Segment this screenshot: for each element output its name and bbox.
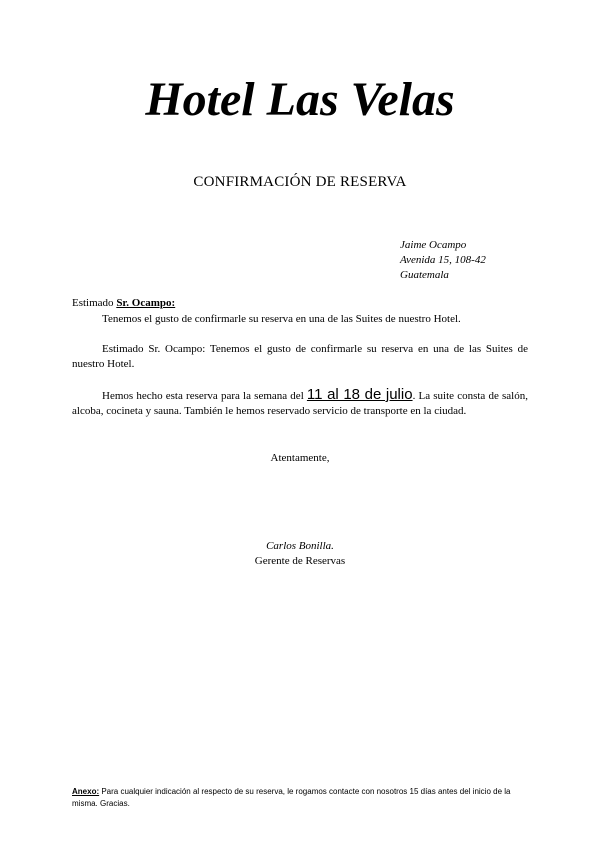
salutation-name: Sr. Ocampo: — [116, 297, 176, 309]
recipient-street: Avenida 15, 108-42 — [400, 254, 486, 266]
body-paragraph-2: Estimado Sr. Ocampo: Tenemos el gusto de confirmarle su reserva en una de las Suites de nuestro Hotel. — [72, 343, 528, 370]
recipient-name: Jaime Ocampo — [400, 239, 467, 251]
paragraph-3-details: . La suite consta de salón, alcoba, cocineta y sauna. También le hemos reservado servicio de transporte en la ciudad. — [72, 390, 528, 417]
body-paragraph-1: Tenemos el gusto de confirmarle su reserva en una de las Suites de nuestro Hotel. — [102, 313, 461, 325]
recipient-city: Guatemala — [400, 269, 449, 281]
annex-note — [72, 786, 528, 810]
salutation-greeting: Estimado — [72, 297, 114, 309]
salutation — [72, 296, 175, 311]
annex-text: Para cualquier indicación al respecto de su reserva, le rogamos contacte con nosotros 15 días antes del inicio de la misma. Gracias. — [72, 787, 511, 808]
body-paragraph-3 — [72, 387, 528, 419]
reservation-dates: 11 al 18 de julio — [306, 386, 413, 403]
recipient-address-block — [400, 238, 486, 283]
annex-label: Anexo: — [72, 787, 100, 796]
valediction: Atentamente, — [270, 452, 330, 464]
hotel-name-title: Hotel Las Velas — [145, 73, 455, 126]
paragraph-3-intro: Hemos hecho esta reserva para la semana del — [102, 390, 307, 402]
signer-title: Gerente de Reservas — [254, 555, 346, 567]
document-heading: CONFIRMACIÓN DE RESERVA — [193, 174, 407, 190]
signer-name: Carlos Bonilla. — [266, 540, 334, 552]
